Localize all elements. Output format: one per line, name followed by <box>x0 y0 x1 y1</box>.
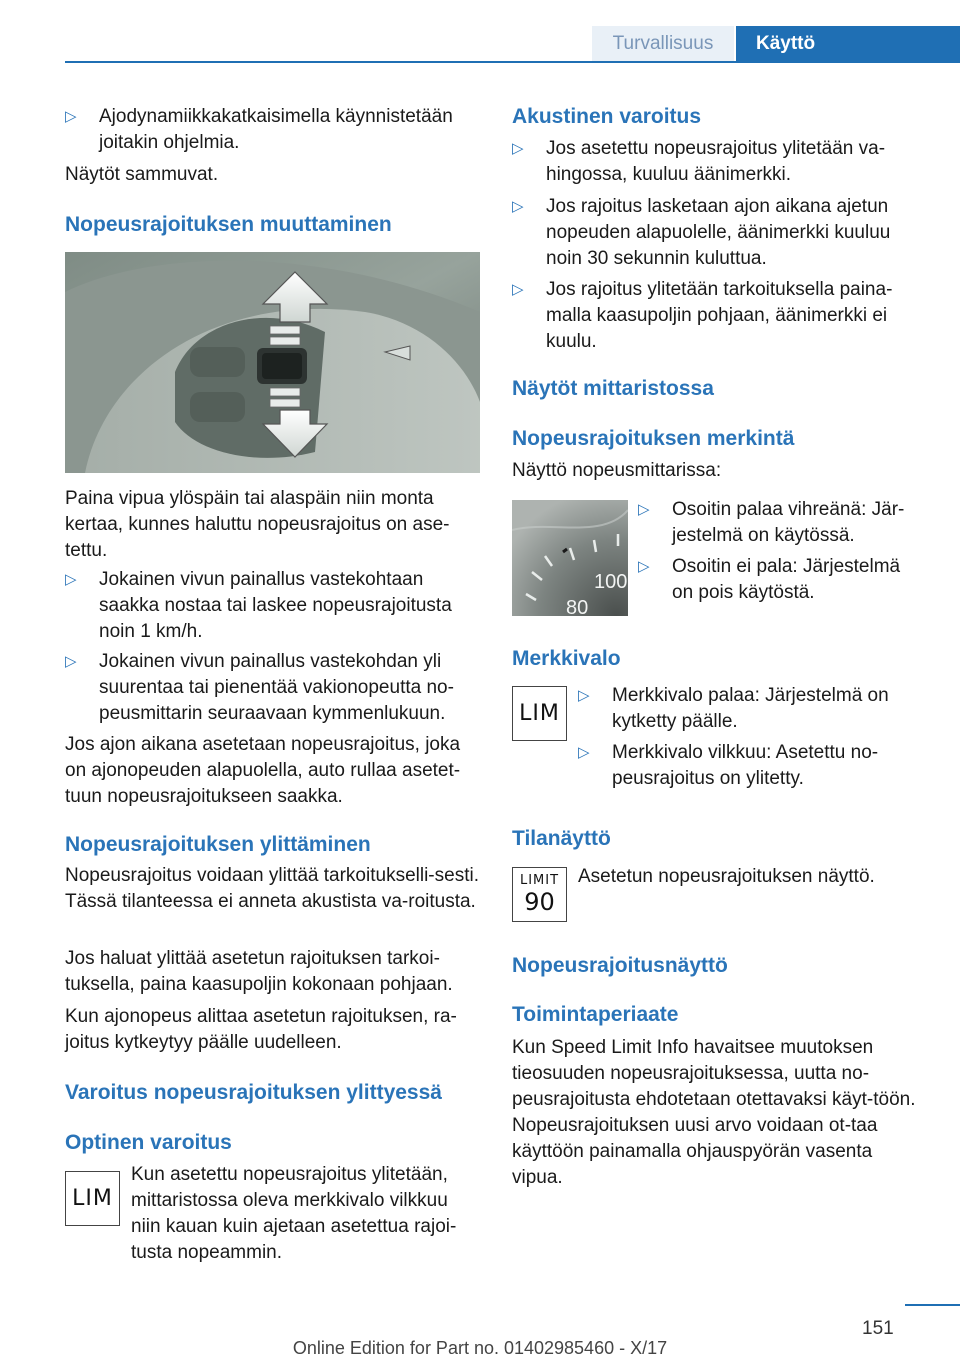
heading-operating-principle: Toimintaperiaate <box>512 1003 679 1026</box>
paragraph: Paina vipua ylöspäin tai alaspäin niin monta kertaa, kunnes haluttu nopeusrajoitus on ase‐tettu. <box>65 488 450 561</box>
heading-change-limit: Nopeusrajoituksen muuttaminen <box>65 213 392 236</box>
paragraph: Kun Speed Limit Info havaitsee muutoksen tieosuuden nopeusrajoituksessa, uutta no‐peusrajoitusta ehdotetaan otettavaksi käyt‐töön. Nopeusrajoituksen uusi arvo voidaan ot‐taa käyttöön painamalla ohjauspyörän vasenta vipua. <box>512 1037 916 1188</box>
heading-cluster-displays: Näytöt mittaristossa <box>512 377 714 400</box>
header-rule <box>65 61 960 63</box>
heading-speed-limit-info: Nopeusrajoitusnäyttö <box>512 954 728 977</box>
gauge-label-80: 80 <box>566 597 589 616</box>
heading-indicator-light: Merkkivalo <box>512 647 621 670</box>
list-item: ▷ Jos rajoitus ylitetään tarkoituksella paina‐malla kaasupoljin pohjaan, äänimerkki ei kuulu. <box>512 279 893 352</box>
paragraph: Nopeusrajoitus voidaan ylittää tarkoitukselli‐sesti. Tässä tilanteessa ei anneta akustista va‐roitusta. <box>65 865 479 912</box>
list-item: ▷ Jokainen vivun painallus vastekohtaan saakka nostaa tai laskee nopeusrajoitusta noin 1 km/h. <box>65 569 452 642</box>
heading-exceeding-limit: Nopeusrajoituksen ylittäminen <box>65 833 371 856</box>
heading-warning: Varoitus nopeusrajoituksen ylittyessä <box>65 1081 442 1104</box>
lim-indicator-icon: LIM <box>65 1171 120 1226</box>
list-item: ▷ Merkkivalo vilkkuu: Asetettu no‐peusrajoitus on ylitetty. <box>578 742 879 789</box>
bullet-triangle-icon: ▷ <box>512 281 524 298</box>
paragraph: Näyttö nopeusmittarissa: <box>512 460 722 481</box>
list-item: ▷ Merkkivalo palaa: Järjestelmä on kytketty päälle. <box>578 685 889 732</box>
heading-speed-limit-marker: Nopeusrajoituksen merkintä <box>512 427 795 450</box>
bullet-triangle-icon: ▷ <box>638 558 650 575</box>
bullet-triangle-icon: ▷ <box>578 744 590 761</box>
paragraph: Kun ajonopeus alittaa asetetun rajoituksen, ra‐joitus kytkeytyy päälle uudelleen. <box>65 1006 457 1053</box>
bullet-triangle-icon: ▷ <box>512 140 524 157</box>
steering-wheel-lever-photo <box>65 252 480 473</box>
list-item: ▷ Jos rajoitus lasketaan ajon aikana ajetun nopeuden alapuolelle, äänimerkki kuuluu noin 30 sekunnin kuluttua. <box>512 196 891 269</box>
footer-rule <box>905 1304 960 1306</box>
bullet-triangle-icon: ▷ <box>512 198 524 215</box>
heading-status-display: Tilanäyttö <box>512 827 611 850</box>
list-item: ▷ Jos asetettu nopeusrajoitus ylitetään va‐hingossa, kuuluu äänimerkki. <box>512 138 886 185</box>
lim-indicator-icon: LIM <box>512 686 567 741</box>
paragraph: Jos ajon aikana asetetaan nopeusrajoitus, joka on ajonopeuden alapuolella, auto rullaa asetet‐tuun nopeusrajoitukseen saakka. <box>65 734 461 807</box>
bullet-triangle-icon: ▷ <box>578 687 590 704</box>
tab-safety[interactable]: Turvallisuus <box>592 26 734 61</box>
heading-acoustic-warning: Akustinen varoitus <box>512 105 702 128</box>
limit-sign-icon: LIMIT 90 <box>512 867 567 922</box>
page-number: 151 <box>862 1318 894 1339</box>
heading-optical-warning: Optinen varoitus <box>65 1131 232 1154</box>
list-item: ▷ Osoitin palaa vihreänä: Jär‐jestelmä on käytössä. <box>638 499 905 546</box>
list-item: ▷ Jokainen vivun painallus vastekohdan yli suurentaa tai pienentää vakionopeutta no‐peusmittarin seuraavaan kymmenlukuun. <box>65 651 454 724</box>
list-item: ▷ Osoitin ei pala: Järjestelmä on pois käytöstä. <box>638 556 901 603</box>
paragraph: Jos haluat ylittää asetetun rajoituksen tarkoi‐tuksella, paina kaasupoljin kokonaan pohjaan. <box>65 948 453 995</box>
bullet-triangle-icon: ▷ <box>65 653 77 670</box>
bullet-triangle-icon: ▷ <box>65 571 77 588</box>
edition-note: Online Edition for Part no. 01402985460 - X/17 <box>292 1338 668 1358</box>
paragraph: Näytöt sammuvat. <box>65 164 219 185</box>
speedometer-gauge-photo <box>512 500 628 616</box>
gauge-label-100: 100 <box>594 571 628 593</box>
bullet-triangle-icon: ▷ <box>638 501 650 518</box>
tab-operation[interactable]: Käyttö <box>736 26 960 61</box>
list-item: ▷ Ajodynamiikkakatkaisimella käynnistetään joitakin ohjelmia. <box>65 106 453 153</box>
paragraph: Asetetun nopeusrajoituksen näyttö. <box>578 866 875 887</box>
bullet-triangle-icon: ▷ <box>65 108 77 125</box>
paragraph: Kun asetettu nopeusrajoitus ylitetään, mittaristossa oleva merkkivalo vilkkuu niin kauan kuin ajetaan asetettua rajoi‐tusta nopeammin. <box>131 1164 457 1263</box>
